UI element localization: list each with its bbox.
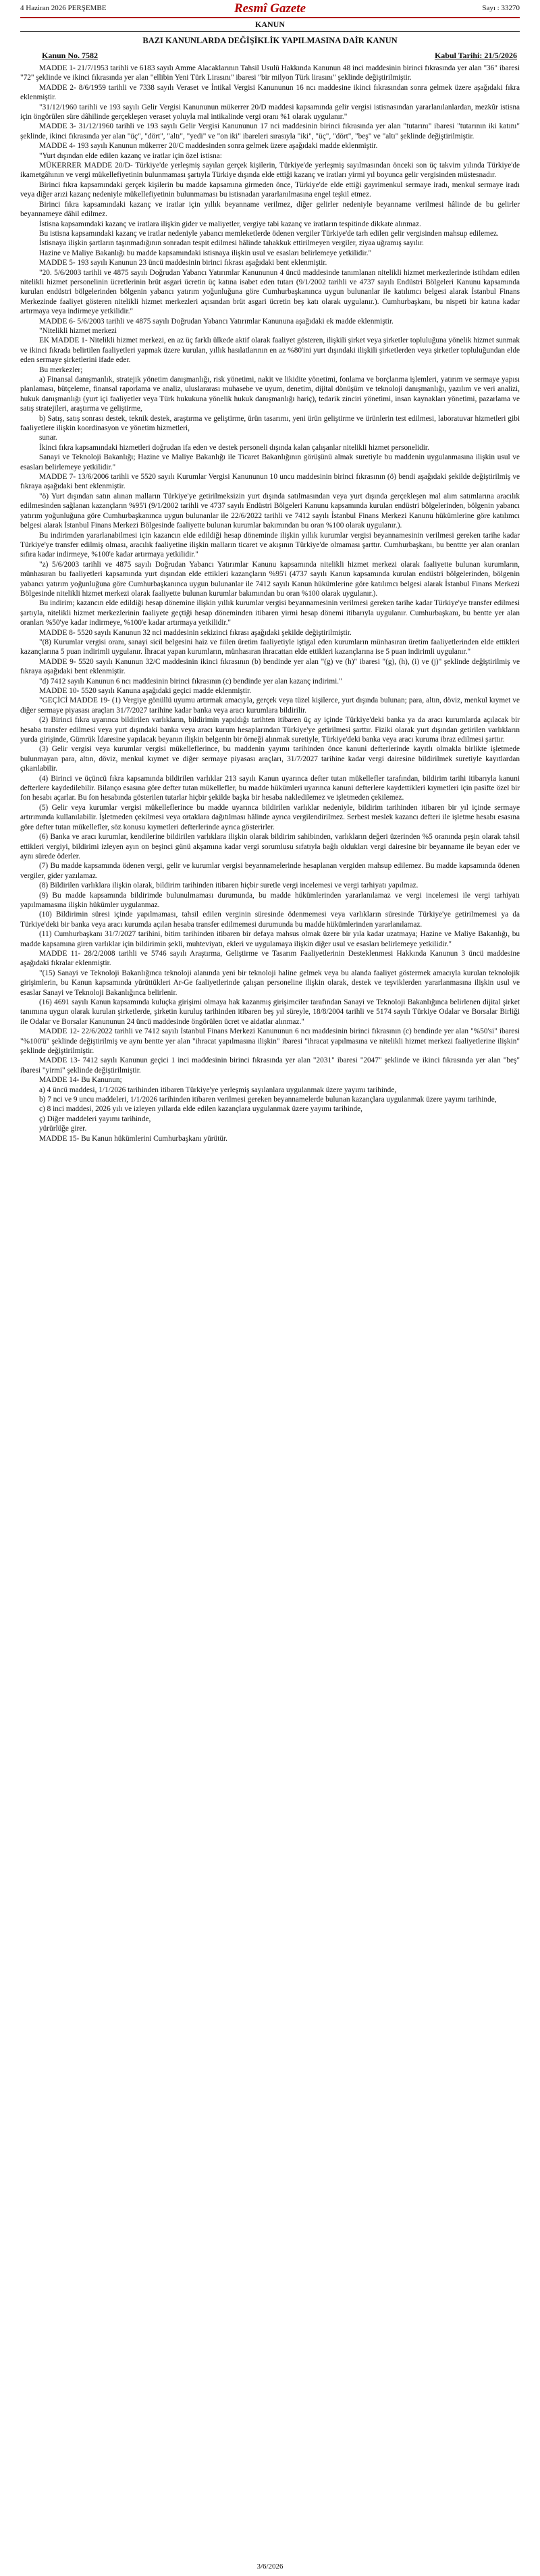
law-paragraph: "GEÇİCİ MADDE 19- (1) Vergiye gönüllü uyumu artırmak amacıyla, gerçek veya tüzel kişilerce, yurt dışında bulunan; para, altın, döviz, menkul kıymet ve diğer sermaye piyasası araçları 31/7/2027 tarihine kadar banka veya aracı kurumlara bildirilir. (20, 696, 520, 715)
section-divider (20, 31, 520, 32)
law-paragraph: "20. 5/6/2003 tarihli ve 4875 sayılı Doğrudan Yabancı Yatırımlar Kanununun 4 üncü maddesinde tanımlanan nitelikli hizmet merkezlerinde istihdam edilen nitelikli hizmet personelinin ücretlerinin brüt asgari ücretin üç katına isabet eden tutarı (9/1/2002 tarihli ve 4737 sayılı Endüstri Bölgeleri Kanunu kapsamında kurulan endüstri bölgelerinden bölgenin yabancı yatırım yoğunluğuna göre Cumhurbaşkanınca uygun bulunanlar ile katılımcı belgesi alarak İstanbul Finans Merkezinde faaliyet gösteren nitelikli hizmet merkezleri açısından brüt asgari ücretin beş katı olarak uygulanır.). Cumhurbaşkanı, bu nispeti bir katına kadar artırmaya veya indirmeye yetkilidir." (20, 268, 520, 316)
law-paragraph: yürürlüğe girer. (39, 1125, 87, 1133)
law-paragraph: MADDE 12- 22/6/2022 tarihli ve 7412 sayılı İstanbul Finans Merkezi Kanununun 6 ncı maddesinin birinci fıkrasının (c) bendinde yer alan "%50'si" ibaresi "%100'ü" şeklinde değiştirilmiş ve aynı bentte yer alan "ihracat yapılmasına ilişkin" ibaresi "ihracat yapılmasına ve nitelikli hizmet merkezi faaliyetlerine ilişkin" şeklinde değiştirilmiştir. (20, 1027, 520, 1056)
law-paragraph: (4) Birinci ve üçüncü fıkra kapsamında bildirilen varlıklar 213 sayılı Kanun uyarınca defter tutan mükellefler tarafından, bildirim tarihi itibarıyla kanuni defterlere kaydedilebilir. Bilanço esasına göre defter tutan mükellefler, bu madde hükümleri uyarınca kanuni defterlere kaydettikleri kıymetleri için pasifte özel bir fon hesabı açarlar. Bu fon hesabında gösterilen tutarlar hiçbir şekilde başka bir hesaba nakledilemez ve işletmeden çekilemez. (20, 774, 520, 802)
law-paragraph: Bu merkezler; (39, 365, 83, 374)
gazette-header (20, 2, 520, 18)
law-paragraph: MADDE 9- 5520 sayılı Kanunun 32/C maddesinin ikinci fıkrasının (b) bendinde yer alan "(g) ve (h)" ibaresi "(g), (h), (i) ve (j)" şeklinde değiştirilmiş ve fıkraya aşağıdaki bent eklenmiştir. (20, 657, 520, 676)
law-paragraph: (7) Bu madde kapsamında ödenen vergi, gelir ve kurumlar vergisi beyannamelerinde hesaplanan vergiden mahsup edilemez. Bu madde kapsamında ödenen vergiler, gider yazılamaz. (20, 862, 520, 880)
law-paragraph: (8) Bildirilen varlıklara ilişkin olarak, bildirim tarihinden itibaren hiçbir suretle vergi incelemesi ve vergi tarhiyatı yapılmaz. (39, 881, 418, 890)
page-footer: 3/6/2026 (256, 2562, 284, 2571)
law-paragraph: "d) 7412 sayılı Kanunun 6 ncı maddesinin birinci fıkrasının (c) bendinde yer alan kazanç indirimi." (39, 677, 342, 686)
law-title: BAZI KANUNLARDA DEĞİŞİKLİK YAPILMASINA DAİR KANUN (142, 36, 398, 45)
law-paragraph: MADDE 5- 193 sayılı Kanunun 23 üncü maddesinin birinci fıkrası aşağıdaki bent eklenmiştir. (39, 259, 327, 267)
law-paragraph: "(15) Sanayi ve Teknoloji Bakanlığınca teknoloji alanında yeni bir teknoloji haline gelmek veya bu alanda faaliyet göstermek amacıyla kurulan teknolojik girişimlerin, bu Kanun kapsamında yürüttükleri Ar-Ge faaliyetlerinde çalışan personeline ilişkin olarak, destek ve teşviklerden yararlanmasına ilişkin usul ve esaslar Sanayi ve Teknoloji Bakanlığınca belirlenir. (20, 969, 520, 997)
law-paragraph: MADDE 10- 5520 sayılı Kanuna aşağıdaki geçici madde eklenmiştir. (39, 687, 252, 695)
law-paragraph: MÜKERRER MADDE 20/D- Türkiye'de yerleşmiş sayılan gerçek kişilerin, Türkiye'de yerleşmiş sayılmasından önceki son üç takvim yılında Türkiye'de ikametgâhının ve vergi mükellefiyetinin bulunmaması şartıyla Türkiye dışında elde ettiği kazanç ve iratları yirmi yıl boyunca gelir vergisinden müstesnadır. (20, 161, 520, 180)
law-paragraph: İstisna kapsamındaki kazanç ve iratlara ilişkin gider ve maliyetler, vergiye tabi kazanç ve iratların tespitinde dikkate alınmaz. (39, 220, 421, 228)
law-paragraph: (2) Birinci fıkra uyarınca bildirilen varlıkların, bildirimin yapıldığı tarihten itibaren üç ay içinde Türkiye'deki banka ya da aracı kurumlarda açılacak bir hesaba transfer edilmesi veya yurt dışındaki banka veya aracı kurum hesaplarından Türkiye'ye getirilmesi şarttır. Fiziki olarak yurt dışından getirilen varlıkların yurda girişinde, Gümrük İdaresine yapılacak beyanın ilişkin belgenin bir örneği alınmak suretiyle, Türkiye'deki banka veya aracı kuruma ibraz edilmesi şarttır. (20, 716, 520, 744)
law-paragraph: EK MADDE 1- Nitelikli hizmet merkezi, en az üç farklı ülkede aktif olarak faaliyet gösteren, ilişkili şirket veya şirketler topluluğuna yönelik hizmet sunmak ve ikinci fıkrada belirtilen faaliyetleri yapmak üzere kurulan, yıllık hasılatlarının en az %80'ini yurt dışındaki ilişkili şirketlerden veya şirketler topluluğundan elde eden sermaye şirketlerini ifade eder. (20, 336, 520, 365)
law-paragraph: MADDE 3- 31/12/1960 tarihli ve 193 sayılı Gelir Vergisi Kanununun 17 nci maddesinin birinci fıkrasında yer alan "tutarını" ibaresi "tutarının iki katını" şeklinde, ikinci fıkrasında yer alan "üç", "dört", "altı", "yedi" ve "on iki" ibareleri sırasıyla "iki", "üç", "dört", "beş" ve "altı" şeklinde değiştirilmiştir. (20, 122, 520, 140)
law-paragraph: "(8) Kurumlar vergisi oranı, sanayi sicil belgesini haiz ve fiilen üretim faaliyetiyle iştigal eden kurumların münhasıran üretim faaliyetlerinden elde ettikleri kazançlarına 5 puan indirimli uygulanır. İhracat yapan kurumların, münhasıran ihracattan elde ettikleri kazançlarına ise 5 puan indirimli uygulanır." (20, 638, 520, 656)
law-paragraph: (10) Bildirimin süresi içinde yapılmaması, tahsil edilen verginin süresinde ödenmemesi veya varlıkların süresinde Türkiye'ye getirilmemesi ya da Türkiye'deki bir banka veya aracı kurumda açılan hesaba transfer edilmemesi durumunda bu madde hükümlerinden yararlanılamaz. (20, 910, 520, 929)
law-paragraph: Bu istisna kapsamındaki kazanç ve iratlar nedeniyle yabancı memleketlerde ödenen vergiler Türkiye'de tarh edilen gelir vergisinden mahsup edilemez. (39, 229, 499, 238)
law-paragraph: Sanayi ve Teknoloji Bakanlığı; Hazine ve Maliye Bakanlığı ile Ticaret Bakanlığının görüşünü almak suretiyle bu maddenin uygulanmasına ilişkin usul ve esasları belirlemeye yetkilidir." (20, 453, 520, 471)
law-paragraph: (9) Bu madde kapsamında bildirimde bulunulmaması durumunda, bu madde hükümlerinden yararlanılamaz ve vergi incelemesi ile vergi tarhiyatı yapılmamasına ilişkin hükümler uygulanmaz. (20, 891, 520, 909)
law-paragraph: a) 4 üncü maddesi, 1/1/2026 tarihinden itibaren Türkiye'ye yerleşmiş sayılanlara uygulanmak üzere yayımı tarihinde, (39, 1085, 397, 1094)
law-paragraph: (16) 4691 sayılı Kanun kapsamında kuluçka girişimi olmaya hak kazanmış girişimciler tarafından Sanayi ve Teknoloji Bakanlığınca belirlenen dijital şirket tanımına uygun olarak kurulan şirketlerde, şirketin kuruluş tarihinden itibaren beş yıl süreyle, 18/8/2004 tarihli ve 5174 sayılı Türkiye Odalar ve Borsalar Birliği ile Odalar ve Borsalar Kanununun 24 üncü maddesinde öngörülen ücret ve aidatlar alınmaz." (20, 998, 520, 1026)
law-paragraph: "Nitelikli hizmet merkezi (39, 326, 117, 335)
law-paragraph: a) Finansal danışmanlık, stratejik yönetim danışmanlığı, risk yönetimi, nakit ve likidite yönetimi, fonlama ve borçlanma işlemleri, yatırım ve sermaye yapısı planlaması, bütçeleme, finansal raporlama ve analiz, uluslararası muhasebe ve uyum, denetim, dijital dönüşüm ve teknoloji danışmanlığı, yazılım ve veri analizi, hukuk danışmanlığı (yurt içi faaliyetler veya Türk hukukuna yönelik hukuk danışmanlığı hariç), tedarik zinciri yönetimi, insan kaynakları yönetimi, pazarlama ve satış stratejileri, araştırma ve geliştirme, (20, 376, 520, 413)
law-paragraph: MADDE 2- 8/6/1959 tarihli ve 7338 sayılı Veraset ve İntikal Vergisi Kanununun 16 ncı maddesine ikinci fıkrasından sonra gelmek üzere aşağıdaki fıkra eklenmiştir. (20, 83, 520, 102)
law-paragraph: MADDE 7- 13/6/2006 tarihli ve 5520 sayılı Kurumlar Vergisi Kanununun 10 uncu maddesinin birinci fıkrasının (ö) bendi aşağıdaki şekilde değiştirilmiş ve fıkraya aşağıdaki bent eklenmiştir. (20, 473, 520, 491)
adoption-date: Kabul Tarihi: 21/5/2026 (434, 51, 517, 60)
law-paragraph: İkinci fıkra kapsamındaki hizmetleri doğrudan ifa eden ve destek personeli dışında kalan çalışanlar nitelikli hizmet personelidir. (39, 443, 429, 452)
law-paragraph: (6) Banka ve aracı kurumlar, kendilerine bildirilen varlıklara ilişkin olarak bildirim sahibinden, varlıkların değeri üzerinden %5 oranında peşin olarak tahsil ettikleri vergiyi, bildirimi izleyen ayın on beşinci günü akşamına kadar vergi sorumlusu sıfatıyla bağlı oldukları vergi dairesine bir beyanname ile beyan eder ve aynı sürede öderler. (20, 833, 520, 860)
law-paragraph: MADDE 1- 21/7/1953 tarihli ve 6183 sayılı Amme Alacaklarının Tahsil Usulü Hakkında Kanunun 48 inci maddesinin birinci fıkrasında yer alan "36" ibaresi "72" şeklinde ve ikinci fıkrasında yer alan "ellibin Yeni Türk Lirasını" ibaresi "bir milyon Türk lirasını" şeklinde değiştirilmiştir. (20, 64, 520, 82)
gazette-page (20, 0, 520, 2576)
law-paragraph: MADDE 15- Bu Kanun hükümlerini Cumhurbaşkanı yürütür. (39, 1134, 227, 1143)
section-heading: KANUN (255, 20, 285, 29)
law-paragraph: Hazine ve Maliye Bakanlığı bu madde kapsamındaki istisnaya ilişkin usul ve esasları belirlemeye yetkilidir." (39, 249, 372, 257)
law-paragraph: MADDE 4- 193 sayılı Kanunun mükerrer 20/C maddesinden sonra gelmek üzere aşağıdaki madde eklenmiştir. (39, 142, 378, 151)
law-paragraph: Bu indirimden yararlanabilmesi için kazancın elde edildiği hesap döneminde ilişkin yıllık kurumlar vergisi beyannamesinin verilmesi gereken tarihe kadar Türkiye'ye transfer edilmiş olması, aracılık faaliyetine ilişkin malların ticaret ve akışının Türkiye'de olmaması şarttır. Cumhurbaşkanı, bu benttte yer alan oranları sıfıra kadar indirmeye, %100'e kadar artırmaya yetkilidir." (20, 531, 520, 559)
law-paragraph: Bu indirim; kazancın elde edildiği hesap dönemine ilişkin yıllık kurumlar vergisi beyannamesinin verilmesi gereken tarihe kadar Türkiye'ye transfer edilmesi şartıyla, nitelikli hizmet merkezlerinin faaliyete geçtiği hesap döneminden itibaren yirmi hesap dönemi itibarıyla uygulanır. Cumhurbaşkanı, bu bentte yer alan oranları %50'ye kadar indirmeye, %100'e kadar artırmaya yetkilidir." (20, 599, 520, 627)
law-paragraph: (3) Gelir vergisi veya kurumlar vergisi mükelleflerince, bu maddenin yayımı tarihinden önce kanuni defterlerinde kayıtlı olmakla birlikte işletmede bulunmayan para, altın, döviz, menkul kıymet ve diğer sermaye piyasası araçları, 31/7/2027 tarihine kadar vergi dairesine bildirilmek suretiyle kayıtlardan çıkarılabilir. (20, 745, 520, 773)
law-paragraph: b) Satış, satış sonrası destek, teknik destek, araştırma ve geliştirme, ürün tasarımı, yeni ürün geliştirme ve ürünlerin test edilmesi, laboratuvar hizmetleri gibi faaliyetlere ilişkin koordinasyon ve yönetim hizmetleri, (20, 414, 520, 433)
issue-number: Sayı : 33270 (482, 4, 520, 12)
law-paragraph: (5) Gelir veya kurumlar vergisi mükelleflerince bu madde uyarınca bildirilen varlıklar nedeniyle, bildirim tarihinden itibaren bir yıl içinde sermaye artırımında kullanılabilir. İşletmeden çekilmesi veya ortaklara dağıtılması hâlinde ayrıca vergilendirilmez. Serbest meslek kazancı defteri ile işletme hesabı esasına göre defter tutan mükellefler, söz konusu kıymetleri defterlerinde ayrıca gösterirler. (20, 803, 520, 831)
law-paragraph: "Yurt dışından elde edilen kazanç ve iratlar için özel istisna: (39, 151, 222, 160)
law-paragraph: MADDE 13- 7412 sayılı Kanunun geçici 1 inci maddesinin birinci fıkrasında yer alan "2031" ibaresi "2047" şeklinde ve ikinci fıkrasında yer alan "beş" ibaresi "yirmi" şeklinde değiştirilmiştir. (20, 1056, 520, 1075)
law-body (20, 63, 520, 1143)
law-paragraph: sunar. (39, 434, 57, 442)
law-paragraph: "31/12/1960 tarihli ve 193 sayılı Gelir Vergisi Kanununun mükerrer 20/D maddesi kapsamında gelir vergisi istisnasından yararlanılanlardan, mezkûr istisna için öngörülen süre dâhilinde gerçekleşen veraset yoluyla mal intikalinde vergi oranı %1 olarak uygulanır." (20, 103, 520, 122)
law-paragraph: MADDE 8- 5520 sayılı Kanunun 32 nci maddesinin sekizinci fıkrası aşağıdaki şekilde değiştirilmiştir. (39, 628, 352, 637)
law-paragraph: (11) Cumhurbaşkanı 31/7/2027 tarihini, bitim tarihinden itibaren bir defaya mahsus olmak üzere bir yıla kadar uzatmaya; Hazine ve Maliye Bakanlığı, bu madde kapsamına giren varlıklar için bildirimin şekli, muhteviyatı, ekleri ve uygulamaya ilişkin diğer usul ve esasları belirlemeye yetkilidir." (20, 930, 520, 948)
gazette-title: Resmî Gazete (234, 1, 306, 16)
law-number: Kanun No. 7582 (42, 51, 99, 60)
law-paragraph: Birinci fıkra kapsamındaki gerçek kişilerin bu madde kapsamına girmeden önce, Türkiye'de elde ettiği gayrimenkul sermaye iradı, menkul sermaye iradı veya diğer arızi kazanç nedeniyle mükellefiyetinin bulunmaması bu istisnadan yararlanılmasına engel teşkil etmez. (20, 180, 520, 199)
law-paragraph: "ö) Yurt dışından satın alınan malların Türkiye'ye getirilmeksizin yurt dışında satılmasından veya yurt dışında gerçekleşen mal alım satımlarına aracılık edilmesinden sağlanan kazançların %95'i (9/1/2002 tarihli ve 4737 sayılı Endüstri Bölgeleri Kanunu kapsamında kurulan endüstri bölgelerinden, bölgenin yabancı yatırım yoğunluğuna göre Cumhurbaşkanınca uygun bulunanlar ile 22/6/2022 tarihli ve 7412 sayılı İstanbul Finans Merkezi Kanunu hükümlerine göre katılımcı belgesi alarak İstanbul Finans Merkezi Bölgesinde faaliyette bulunan kurumlar bakımından bu oran %100 olarak uygulanır.). (20, 492, 520, 530)
law-paragraph: İstisnaya ilişkin şartların taşınmadığının sonradan tespit edilmesi hâlinde tahakkuk ettirilmeyen vergiler, ziyaa uğramış sayılır. (39, 239, 425, 248)
law-paragraph: MADDE 14- Bu Kanunun; (39, 1076, 122, 1085)
law-paragraph: MADDE 6- 5/6/2003 tarihli ve 4875 sayılı Doğrudan Yabancı Yatırımlar Kanununa aşağıdaki ek madde eklenmiştir. (39, 317, 394, 326)
law-paragraph: c) 8 inci maddesi, 2026 yılı ve izleyen yıllarda elde edilen kazançlara uygulanmak üzere yayımı tarihinde, (39, 1105, 362, 1114)
publication-date: 4 Haziran 2026 PERŞEMBE (20, 4, 107, 12)
law-paragraph: b) 7 nci ve 9 uncu maddeleri, 1/1/2026 tarihinden itibaren verilmesi gereken beyannamelerde bulunan kazançlara uygulanmak üzere yayımı tarihinde, (39, 1096, 497, 1104)
law-paragraph: ç) Diğer maddeleri yayımı tarihinde, (39, 1114, 151, 1123)
law-paragraph: Birinci fıkra kapsamındaki kazanç ve iratlar için yıllık beyanname verilmez, diğer gelirler nedeniyle beyanname verilmesi hâlinde de bu gelirler beyannameye dâhil edilmez. (20, 200, 520, 219)
law-paragraph: "z) 5/6/2003 tarihli ve 4875 sayılı Doğrudan Yabancı Yatırımlar Kanunu kapsamında nitelikli hizmet merkezi olarak faaliyette bulunan kurumların, münhasıran bu faaliyetleri kapsamında yurt dışından elde ettikleri kazançların %95'i (4737 sayılı Kanun kapsamında kurulan endüstri bölgelerinden, bölgenin yabancı yatırım yoğunluğuna göre Cumhurbaşkanınca uygun bulunanlar ile 7412 sayılı Kanun hükümlerine göre katılımcı belgesi alarak İstanbul Finans Merkezi Bölgesinde nitelikli hizmet merkezi olarak faaliyette bulunan kurumlar bakımından bu oran %100 olarak uygulanır.). (20, 560, 520, 598)
law-meta (20, 50, 520, 62)
law-paragraph: MADDE 11- 28/2/2008 tarihli ve 5746 sayılı Araştırma, Geliştirme ve Tasarım Faaliyetlerinin Desteklenmesi Hakkında Kanunun 3 üncü maddesine aşağıdaki fıkralar eklenmiştir. (20, 949, 520, 968)
